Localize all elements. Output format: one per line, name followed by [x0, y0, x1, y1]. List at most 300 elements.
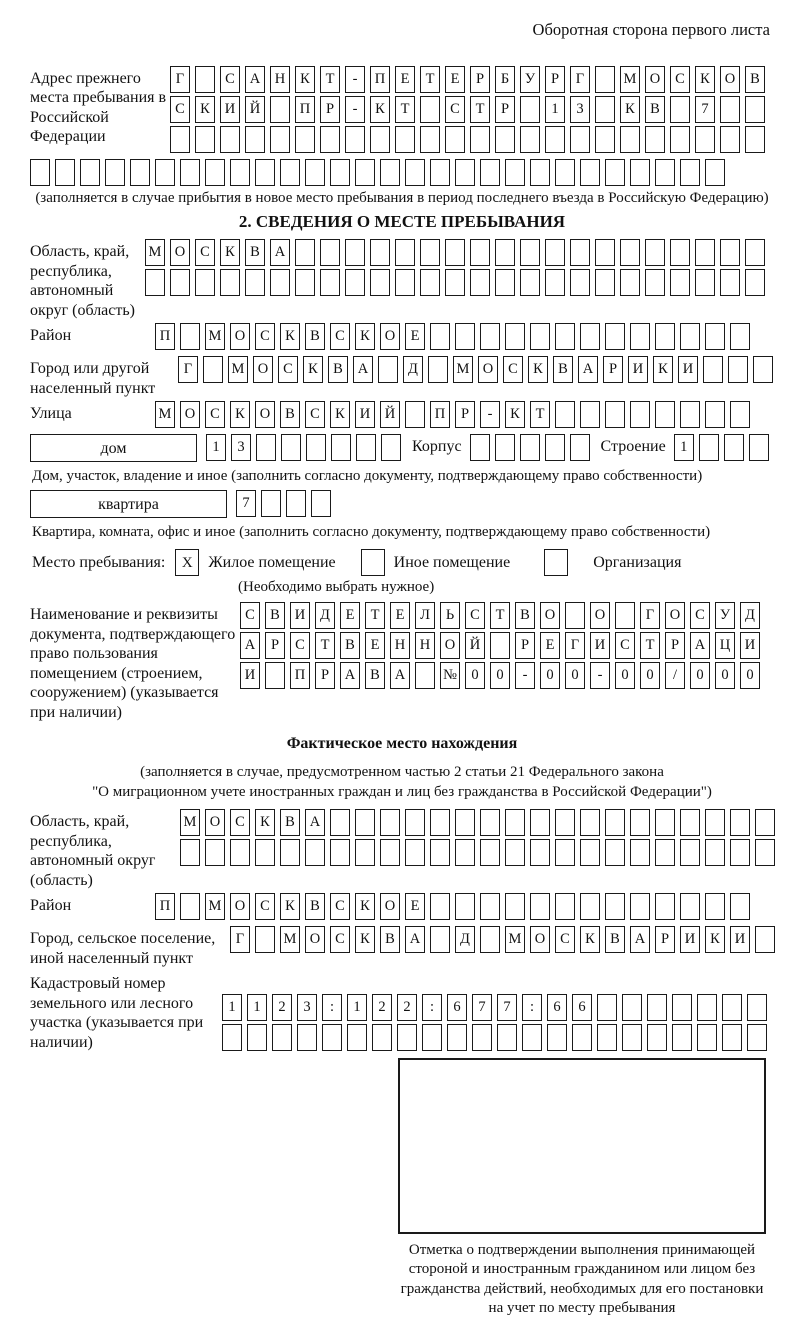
char-cell[interactable]	[647, 1024, 667, 1051]
char-cell[interactable]	[280, 159, 300, 186]
char-cell[interactable]	[470, 126, 490, 153]
char-cell[interactable]	[722, 1024, 742, 1051]
char-cell[interactable]: -	[590, 662, 610, 689]
char-cell[interactable]	[180, 893, 200, 920]
char-cell[interactable]	[430, 159, 450, 186]
char-cell[interactable]: П	[155, 893, 175, 920]
char-cell[interactable]: К	[230, 401, 250, 428]
char-cell[interactable]: О	[230, 323, 250, 350]
char-cell[interactable]: В	[245, 239, 265, 266]
char-cell[interactable]	[55, 159, 75, 186]
char-cell[interactable]: К	[695, 66, 715, 93]
char-cell[interactable]	[422, 1024, 442, 1051]
char-cell[interactable]	[595, 126, 615, 153]
char-cell[interactable]	[747, 1024, 767, 1051]
char-cell[interactable]	[220, 126, 240, 153]
char-cell[interactable]: А	[240, 632, 260, 659]
char-cell[interactable]	[505, 323, 525, 350]
char-cell[interactable]	[555, 893, 575, 920]
char-cell[interactable]: 6	[547, 994, 567, 1021]
char-cell[interactable]	[381, 434, 401, 461]
char-cell[interactable]	[370, 239, 390, 266]
char-cell[interactable]	[395, 239, 415, 266]
char-cell[interactable]: С	[670, 66, 690, 93]
char-cell[interactable]: К	[280, 893, 300, 920]
char-cell[interactable]	[270, 126, 290, 153]
char-cell[interactable]	[580, 809, 600, 836]
char-cell[interactable]	[595, 239, 615, 266]
char-cell[interactable]	[730, 893, 750, 920]
char-cell[interactable]	[495, 434, 515, 461]
char-cell[interactable]	[580, 159, 600, 186]
char-cell[interactable]	[670, 269, 690, 296]
char-cell[interactable]: О	[720, 66, 740, 93]
char-cell[interactable]	[370, 126, 390, 153]
char-cell[interactable]: -	[515, 662, 535, 689]
char-cell[interactable]: К	[255, 809, 275, 836]
char-cell[interactable]	[520, 96, 540, 123]
char-cell[interactable]: И	[730, 926, 750, 953]
char-cell[interactable]	[620, 269, 640, 296]
char-cell[interactable]: Т	[470, 96, 490, 123]
char-cell[interactable]: -	[345, 96, 365, 123]
char-cell[interactable]	[455, 893, 475, 920]
char-cell[interactable]: 0	[715, 662, 735, 689]
char-cell[interactable]: И	[220, 96, 240, 123]
char-cell[interactable]	[180, 159, 200, 186]
char-cell[interactable]: Т	[420, 66, 440, 93]
char-cell[interactable]	[530, 893, 550, 920]
char-cell[interactable]	[180, 839, 200, 866]
char-cell[interactable]: О	[380, 893, 400, 920]
char-cell[interactable]: Т	[530, 401, 550, 428]
char-cell[interactable]	[720, 96, 740, 123]
char-cell[interactable]	[570, 239, 590, 266]
char-cell[interactable]	[378, 356, 398, 383]
char-cell[interactable]: Е	[445, 66, 465, 93]
char-cell[interactable]: В	[553, 356, 573, 383]
char-cell[interactable]: 0	[615, 662, 635, 689]
char-cell[interactable]: Е	[395, 66, 415, 93]
char-cell[interactable]: С	[220, 66, 240, 93]
char-cell[interactable]	[230, 159, 250, 186]
char-cell[interactable]: Т	[365, 602, 385, 629]
char-cell[interactable]	[205, 159, 225, 186]
char-cell[interactable]	[195, 66, 215, 93]
char-cell[interactable]: 7	[497, 994, 517, 1021]
char-cell[interactable]: М	[280, 926, 300, 953]
char-cell[interactable]	[370, 269, 390, 296]
char-cell[interactable]	[320, 239, 340, 266]
char-cell[interactable]: К	[620, 96, 640, 123]
char-cell[interactable]: Г	[178, 356, 198, 383]
char-cell[interactable]: М	[205, 323, 225, 350]
char-cell[interactable]: О	[440, 632, 460, 659]
char-cell[interactable]	[697, 994, 717, 1021]
char-cell[interactable]: Ь	[440, 602, 460, 629]
char-cell[interactable]	[286, 490, 306, 517]
char-cell[interactable]	[255, 926, 275, 953]
char-cell[interactable]	[345, 126, 365, 153]
char-cell[interactable]: А	[340, 662, 360, 689]
char-cell[interactable]	[670, 126, 690, 153]
char-cell[interactable]	[655, 323, 675, 350]
char-cell[interactable]	[530, 323, 550, 350]
char-cell[interactable]	[495, 269, 515, 296]
char-cell[interactable]	[695, 269, 715, 296]
char-cell[interactable]: Е	[540, 632, 560, 659]
char-cell[interactable]	[745, 269, 765, 296]
char-cell[interactable]: К	[580, 926, 600, 953]
char-cell[interactable]	[597, 1024, 617, 1051]
char-cell[interactable]: С	[465, 602, 485, 629]
char-cell[interactable]	[355, 159, 375, 186]
char-cell[interactable]: /	[665, 662, 685, 689]
char-cell[interactable]	[645, 269, 665, 296]
char-cell[interactable]: Т	[640, 632, 660, 659]
char-cell[interactable]	[655, 839, 675, 866]
char-cell[interactable]	[545, 239, 565, 266]
char-cell[interactable]	[405, 159, 425, 186]
char-cell[interactable]: 3	[231, 434, 251, 461]
char-cell[interactable]	[255, 839, 275, 866]
char-cell[interactable]	[505, 159, 525, 186]
char-cell[interactable]	[445, 269, 465, 296]
char-cell[interactable]: 1	[347, 994, 367, 1021]
char-cell[interactable]	[220, 269, 240, 296]
char-cell[interactable]: М	[505, 926, 525, 953]
char-cell[interactable]	[580, 323, 600, 350]
char-cell[interactable]	[480, 893, 500, 920]
char-cell[interactable]	[522, 1024, 542, 1051]
char-cell[interactable]: :	[522, 994, 542, 1021]
char-cell[interactable]	[495, 126, 515, 153]
char-cell[interactable]: О	[255, 401, 275, 428]
char-cell[interactable]: -	[480, 401, 500, 428]
char-cell[interactable]: Ц	[715, 632, 735, 659]
char-cell[interactable]: 3	[570, 96, 590, 123]
char-cell[interactable]: 1	[247, 994, 267, 1021]
char-cell[interactable]	[445, 126, 465, 153]
char-cell[interactable]	[755, 809, 775, 836]
char-cell[interactable]	[245, 126, 265, 153]
char-cell[interactable]	[330, 159, 350, 186]
char-cell[interactable]: Г	[565, 632, 585, 659]
char-cell[interactable]: С	[278, 356, 298, 383]
char-cell[interactable]	[570, 126, 590, 153]
char-cell[interactable]	[670, 96, 690, 123]
char-cell[interactable]	[405, 839, 425, 866]
char-cell[interactable]: А	[390, 662, 410, 689]
char-cell[interactable]	[480, 159, 500, 186]
char-cell[interactable]	[745, 126, 765, 153]
char-cell[interactable]	[605, 839, 625, 866]
char-cell[interactable]	[622, 1024, 642, 1051]
checkbox-organizaciya[interactable]	[544, 549, 568, 576]
char-cell[interactable]	[705, 323, 725, 350]
char-cell[interactable]	[728, 356, 748, 383]
char-cell[interactable]	[620, 126, 640, 153]
char-cell[interactable]	[630, 839, 650, 866]
char-cell[interactable]	[195, 269, 215, 296]
char-cell[interactable]	[295, 239, 315, 266]
char-cell[interactable]	[555, 809, 575, 836]
char-cell[interactable]: М	[453, 356, 473, 383]
char-cell[interactable]: 6	[447, 994, 467, 1021]
char-cell[interactable]: В	[280, 809, 300, 836]
char-cell[interactable]	[222, 1024, 242, 1051]
char-cell[interactable]	[405, 809, 425, 836]
char-cell[interactable]	[630, 809, 650, 836]
char-cell[interactable]: Т	[395, 96, 415, 123]
char-cell[interactable]: В	[605, 926, 625, 953]
char-cell[interactable]: О	[540, 602, 560, 629]
char-cell[interactable]: К	[355, 926, 375, 953]
char-cell[interactable]	[281, 434, 301, 461]
char-cell[interactable]	[105, 159, 125, 186]
char-cell[interactable]	[555, 839, 575, 866]
char-cell[interactable]: П	[155, 323, 175, 350]
char-cell[interactable]	[530, 159, 550, 186]
char-cell[interactable]	[420, 96, 440, 123]
char-cell[interactable]	[547, 1024, 567, 1051]
char-cell[interactable]	[322, 1024, 342, 1051]
char-cell[interactable]	[645, 126, 665, 153]
char-cell[interactable]: Е	[340, 602, 360, 629]
char-cell[interactable]	[530, 809, 550, 836]
char-cell[interactable]	[615, 602, 635, 629]
char-cell[interactable]: 0	[565, 662, 585, 689]
char-cell[interactable]	[597, 994, 617, 1021]
char-cell[interactable]: К	[295, 66, 315, 93]
char-cell[interactable]: А	[245, 66, 265, 93]
char-cell[interactable]: И	[678, 356, 698, 383]
char-cell[interactable]	[555, 401, 575, 428]
char-cell[interactable]	[430, 893, 450, 920]
char-cell[interactable]	[680, 809, 700, 836]
char-cell[interactable]	[605, 893, 625, 920]
char-cell[interactable]	[320, 126, 340, 153]
char-cell[interactable]	[395, 126, 415, 153]
char-cell[interactable]: С	[615, 632, 635, 659]
char-cell[interactable]	[645, 239, 665, 266]
char-cell[interactable]: М	[620, 66, 640, 93]
char-cell[interactable]: В	[365, 662, 385, 689]
char-cell[interactable]: С	[503, 356, 523, 383]
char-cell[interactable]: О	[170, 239, 190, 266]
char-cell[interactable]	[595, 66, 615, 93]
char-cell[interactable]	[695, 239, 715, 266]
char-cell[interactable]	[395, 269, 415, 296]
char-cell[interactable]	[622, 994, 642, 1021]
char-cell[interactable]: 2	[272, 994, 292, 1021]
char-cell[interactable]	[380, 839, 400, 866]
char-cell[interactable]	[480, 839, 500, 866]
char-cell[interactable]: Т	[490, 602, 510, 629]
char-cell[interactable]	[520, 126, 540, 153]
char-cell[interactable]	[755, 839, 775, 866]
char-cell[interactable]	[306, 434, 326, 461]
char-cell[interactable]: :	[322, 994, 342, 1021]
char-cell[interactable]: Е	[365, 632, 385, 659]
char-cell[interactable]	[505, 809, 525, 836]
char-cell[interactable]: -	[345, 66, 365, 93]
char-cell[interactable]: А	[305, 809, 325, 836]
char-cell[interactable]: 2	[397, 994, 417, 1021]
char-cell[interactable]	[295, 269, 315, 296]
char-cell[interactable]: В	[280, 401, 300, 428]
char-cell[interactable]: О	[645, 66, 665, 93]
char-cell[interactable]	[545, 126, 565, 153]
char-cell[interactable]: С	[255, 323, 275, 350]
char-cell[interactable]	[430, 839, 450, 866]
char-cell[interactable]: 7	[236, 490, 256, 517]
char-cell[interactable]: Р	[515, 632, 535, 659]
char-cell[interactable]: О	[530, 926, 550, 953]
char-cell[interactable]: И	[628, 356, 648, 383]
char-cell[interactable]	[647, 994, 667, 1021]
char-cell[interactable]: У	[715, 602, 735, 629]
char-cell[interactable]	[305, 839, 325, 866]
char-cell[interactable]	[720, 239, 740, 266]
char-cell[interactable]	[480, 323, 500, 350]
char-cell[interactable]: Г	[230, 926, 250, 953]
char-cell[interactable]: О	[478, 356, 498, 383]
char-cell[interactable]	[695, 126, 715, 153]
char-cell[interactable]: А	[270, 239, 290, 266]
char-cell[interactable]	[720, 269, 740, 296]
char-cell[interactable]: К	[355, 323, 375, 350]
char-cell[interactable]: 6	[572, 994, 592, 1021]
char-cell[interactable]	[470, 434, 490, 461]
char-cell[interactable]	[680, 839, 700, 866]
char-cell[interactable]	[655, 159, 675, 186]
char-cell[interactable]: М	[228, 356, 248, 383]
char-cell[interactable]	[730, 401, 750, 428]
char-cell[interactable]: К	[280, 323, 300, 350]
char-cell[interactable]	[680, 401, 700, 428]
char-cell[interactable]: С	[330, 323, 350, 350]
char-cell[interactable]: С	[230, 809, 250, 836]
char-cell[interactable]	[580, 401, 600, 428]
char-cell[interactable]: А	[690, 632, 710, 659]
char-cell[interactable]	[320, 269, 340, 296]
char-cell[interactable]	[630, 401, 650, 428]
char-cell[interactable]	[595, 269, 615, 296]
char-cell[interactable]: А	[578, 356, 598, 383]
char-cell[interactable]	[595, 96, 615, 123]
char-cell[interactable]	[430, 323, 450, 350]
char-cell[interactable]: И	[240, 662, 260, 689]
char-cell[interactable]: М	[155, 401, 175, 428]
char-cell[interactable]	[555, 323, 575, 350]
char-cell[interactable]	[680, 893, 700, 920]
char-cell[interactable]: Й	[465, 632, 485, 659]
char-cell[interactable]	[455, 839, 475, 866]
char-cell[interactable]	[705, 839, 725, 866]
char-cell[interactable]: В	[265, 602, 285, 629]
char-cell[interactable]	[470, 269, 490, 296]
char-cell[interactable]	[355, 839, 375, 866]
char-cell[interactable]	[565, 602, 585, 629]
char-cell[interactable]: А	[353, 356, 373, 383]
char-cell[interactable]: С	[330, 893, 350, 920]
char-cell[interactable]	[605, 401, 625, 428]
char-cell[interactable]: 7	[695, 96, 715, 123]
char-cell[interactable]	[703, 356, 723, 383]
char-cell[interactable]: Г	[640, 602, 660, 629]
char-cell[interactable]	[497, 1024, 517, 1051]
char-cell[interactable]	[428, 356, 448, 383]
char-cell[interactable]: Е	[390, 602, 410, 629]
char-cell[interactable]	[170, 126, 190, 153]
char-cell[interactable]: О	[180, 401, 200, 428]
char-cell[interactable]	[670, 239, 690, 266]
char-cell[interactable]: С	[170, 96, 190, 123]
char-cell[interactable]: 7	[472, 994, 492, 1021]
char-cell[interactable]	[724, 434, 744, 461]
char-cell[interactable]	[203, 356, 223, 383]
char-cell[interactable]	[570, 269, 590, 296]
char-cell[interactable]: Д	[315, 602, 335, 629]
char-cell[interactable]	[745, 239, 765, 266]
char-cell[interactable]	[270, 269, 290, 296]
char-cell[interactable]: Р	[320, 96, 340, 123]
char-cell[interactable]	[753, 356, 773, 383]
char-cell[interactable]: С	[330, 926, 350, 953]
char-cell[interactable]	[261, 490, 281, 517]
char-cell[interactable]	[745, 96, 765, 123]
char-cell[interactable]: М	[145, 239, 165, 266]
char-cell[interactable]: И	[590, 632, 610, 659]
char-cell[interactable]	[495, 239, 515, 266]
char-cell[interactable]	[195, 126, 215, 153]
char-cell[interactable]	[699, 434, 719, 461]
char-cell[interactable]	[680, 323, 700, 350]
char-cell[interactable]: Г	[170, 66, 190, 93]
char-cell[interactable]: 0	[690, 662, 710, 689]
char-cell[interactable]	[347, 1024, 367, 1051]
char-cell[interactable]	[472, 1024, 492, 1051]
char-cell[interactable]: Д	[740, 602, 760, 629]
char-cell[interactable]: Б	[495, 66, 515, 93]
char-cell[interactable]: Н	[270, 66, 290, 93]
char-cell[interactable]	[345, 269, 365, 296]
char-cell[interactable]: О	[205, 809, 225, 836]
char-cell[interactable]	[356, 434, 376, 461]
char-cell[interactable]	[380, 159, 400, 186]
char-cell[interactable]: 1	[222, 994, 242, 1021]
char-cell[interactable]	[505, 893, 525, 920]
char-cell[interactable]: К	[705, 926, 725, 953]
char-cell[interactable]: К	[195, 96, 215, 123]
char-cell[interactable]	[295, 126, 315, 153]
char-cell[interactable]: 1	[674, 434, 694, 461]
char-cell[interactable]: :	[422, 994, 442, 1021]
char-cell[interactable]: 0	[640, 662, 660, 689]
char-cell[interactable]	[620, 239, 640, 266]
char-cell[interactable]	[730, 323, 750, 350]
char-cell[interactable]	[30, 159, 50, 186]
char-cell[interactable]	[330, 809, 350, 836]
char-cell[interactable]	[520, 434, 540, 461]
char-cell[interactable]: Н	[415, 632, 435, 659]
char-cell[interactable]: О	[230, 893, 250, 920]
char-cell[interactable]: И	[355, 401, 375, 428]
char-cell[interactable]: Р	[455, 401, 475, 428]
char-cell[interactable]	[720, 126, 740, 153]
char-cell[interactable]: С	[205, 401, 225, 428]
